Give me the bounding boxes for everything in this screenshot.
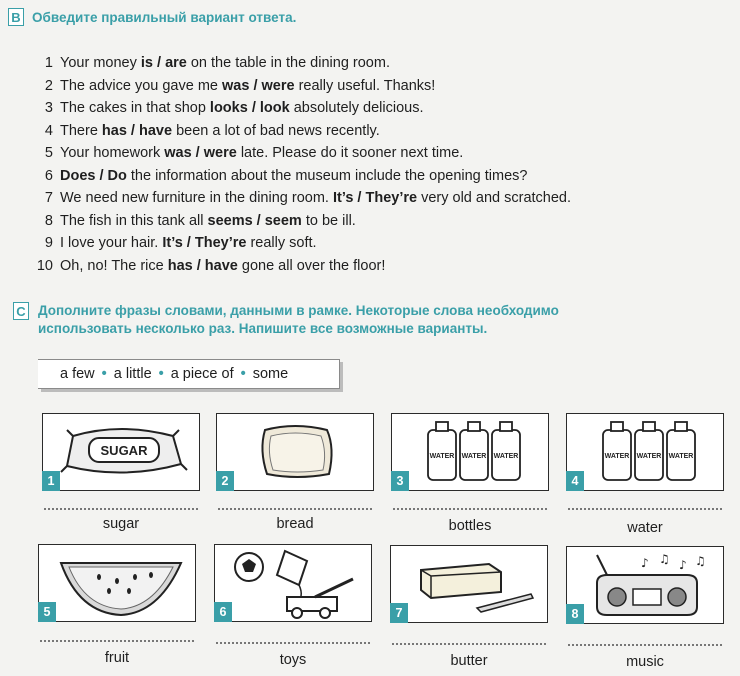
picture-card-3 [391, 413, 549, 491]
exercise-item [30, 97, 571, 120]
card-number: 8 [566, 604, 584, 624]
bullet-dot: • [101, 366, 107, 382]
section-c-instruction-line2: использовать несколько раз. Напишите все возможные варианты. [38, 321, 488, 336]
water-bottles-icon [567, 414, 723, 490]
exercise-number: 7 [44, 190, 53, 206]
answer-choice[interactable]: Does / Do [60, 167, 127, 184]
bottle-label: WATER [604, 453, 630, 460]
sentence-text: been a lot of bad news recently. [172, 122, 380, 139]
bottle-label: WATER [493, 453, 519, 460]
sentence-text: Your homework [60, 145, 165, 161]
section-c-instruction [38, 302, 559, 338]
exercise-item [30, 120, 571, 143]
sentence-text: Your money [60, 55, 141, 71]
bottle-label: WATER [668, 453, 694, 460]
sentence-text: very old and scratched. [417, 190, 572, 206]
picture-card-6 [214, 544, 372, 622]
exercise-item [30, 52, 571, 75]
sentence-text: on the table in the dining room. [186, 55, 390, 71]
card-number: 5 [38, 602, 56, 622]
answer-choice[interactable]: looks / look [209, 100, 290, 116]
card-number: 1 [42, 471, 60, 491]
sentence-text: I love your hair. [60, 235, 163, 251]
card-number: 6 [214, 602, 232, 622]
sentence-text: really soft. [246, 235, 317, 251]
caption-fruit: fruit [104, 650, 130, 666]
sentence-text: absolutely delicious. [289, 100, 424, 116]
picture-card-1 [42, 413, 200, 491]
section-c-letter: C [13, 302, 29, 320]
answer-line-4 [568, 508, 722, 510]
answer-line-6 [216, 642, 370, 644]
answer-line-2 [218, 508, 372, 510]
sugar-label: SUGAR [100, 443, 148, 458]
exercise-number: 2 [44, 77, 53, 94]
exercise-item [30, 165, 571, 188]
sugar-bag-icon [43, 414, 199, 490]
answer-choice[interactable]: It’s / They’re [332, 190, 418, 206]
water-bottles-icon [392, 414, 548, 490]
butter-icon [391, 546, 547, 622]
picture-card-8 [566, 546, 724, 624]
exercise-number: 4 [44, 122, 53, 139]
answer-choice[interactable]: has / have [101, 122, 173, 139]
answer-line-1 [44, 508, 198, 510]
section-b-letter: B [8, 8, 24, 26]
caption-sugar: sugar [102, 516, 140, 532]
picture-card-4 [566, 413, 724, 491]
word-a-little: a little [113, 366, 152, 382]
svg-text:♫: ♫ [695, 554, 706, 568]
caption-bread: bread [276, 516, 314, 532]
caption-butter: butter [450, 653, 488, 669]
svg-text:♪: ♪ [679, 558, 687, 572]
sentence-text: There [60, 122, 102, 139]
sentence-text: the information about the museum include the opening times? [126, 167, 528, 184]
answer-choice[interactable]: was / were [164, 145, 237, 161]
picture-card-7 [390, 545, 548, 623]
watermelon-icon [39, 545, 195, 621]
answer-choice[interactable]: seems / seem [207, 212, 302, 229]
card-number: 3 [391, 471, 409, 491]
card-number: 2 [216, 471, 234, 491]
answer-choice[interactable]: is / are [140, 55, 187, 71]
toys-icon [215, 545, 371, 621]
answer-line-3 [393, 508, 547, 510]
answer-choice[interactable]: It’s / They’re [162, 235, 247, 251]
exercise-item [30, 232, 571, 255]
exercise-number: 1 [44, 55, 53, 71]
picture-card-5 [38, 544, 196, 622]
sentence-text: late. Please do it sooner next time. [236, 145, 464, 161]
word-a-piece-of: a piece of [170, 366, 234, 382]
bottle-label: WATER [461, 453, 487, 460]
exercise-number: 5 [44, 145, 53, 161]
radio-icon [567, 547, 723, 623]
answer-line-7 [392, 643, 546, 645]
bullet-dot: • [158, 366, 164, 382]
answer-line-8 [568, 644, 722, 646]
sentence-text: The cakes in that shop [60, 100, 210, 116]
exercise-number: 10 [36, 257, 53, 274]
svg-text:♪: ♪ [641, 556, 649, 570]
exercise-item [30, 210, 571, 233]
svg-text:♫: ♫ [659, 552, 670, 566]
bottle-label: WATER [429, 453, 455, 460]
answer-choice[interactable]: has / have [167, 257, 238, 274]
picture-card-2 [216, 413, 374, 491]
caption-music: music [626, 654, 664, 670]
card-number: 4 [566, 471, 584, 491]
sentence-text: really useful. Thanks! [294, 77, 436, 94]
exercise-item [30, 187, 571, 210]
exercise-number: 9 [44, 235, 53, 251]
exercise-b-list [30, 52, 571, 277]
exercise-number: 6 [44, 167, 53, 184]
sentence-text: Oh, no! The rice [60, 257, 168, 274]
sentence-text: The fish in this tank all [60, 212, 208, 229]
word-a-few: a few [60, 366, 95, 382]
exercise-item [30, 75, 571, 98]
section-b-instruction: Обведите правильный вариант ответа. [32, 10, 297, 25]
sentence-text: to be ill. [301, 212, 356, 229]
caption-bottles: bottles [448, 518, 492, 534]
caption-water: water [627, 520, 663, 536]
exercise-number: 3 [44, 100, 53, 116]
bottle-label: WATER [636, 453, 662, 460]
bread-slice-icon [217, 414, 373, 490]
exercise-number: 8 [44, 212, 53, 229]
exercise-item [30, 142, 571, 165]
word-box [38, 359, 340, 389]
sentence-text: We need new furniture in the dining room. [60, 190, 333, 206]
answer-line-5 [40, 640, 194, 642]
section-c-instruction-line1: Дополните фразы словами, данными в рамке. Некоторые слова необходимо [38, 303, 559, 318]
sentence-text: The advice you gave me [60, 77, 223, 94]
bullet-dot: • [240, 366, 246, 382]
card-number: 7 [390, 603, 408, 623]
answer-choice[interactable]: was / were [222, 77, 295, 94]
word-some: some [252, 366, 289, 382]
sentence-text: gone all over the floor! [237, 257, 386, 274]
exercise-item [30, 255, 571, 278]
caption-toys: toys [279, 652, 307, 668]
